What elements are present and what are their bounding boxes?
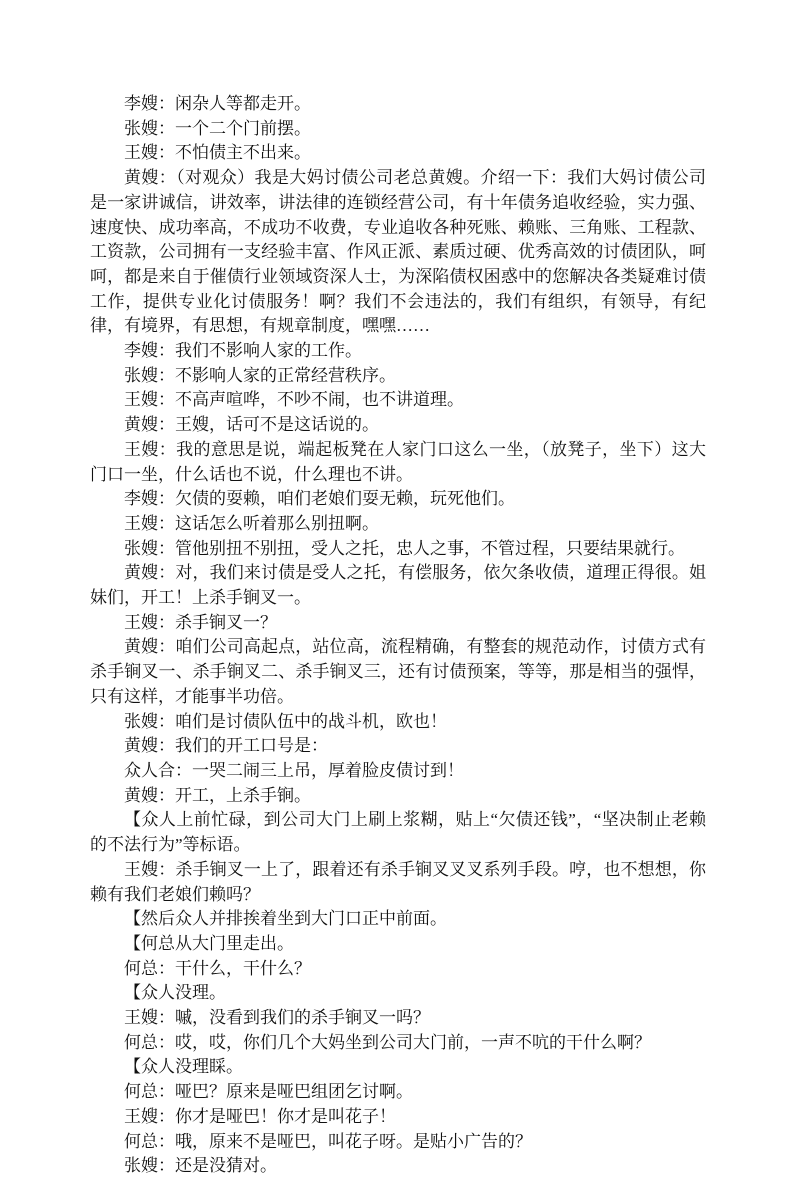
stage-direction-paragraph: 【众人没理睬。 <box>124 1057 243 1077</box>
dialogue-paragraph: 何总：哎，哎，你们几个大妈坐到公司大门前，一声不吭的干什么啊？ <box>124 1032 651 1052</box>
dialogue-paragraph: 黄嫂：对，我们来讨债是受人之托，有偿服务，依欠条收债，道理正得很。姐妹们，开工！上杀手锏叉一。 <box>90 563 706 608</box>
dialogue-paragraph: 王嫂：杀手锏叉一？ <box>124 612 277 632</box>
stage-direction-paragraph: 【众人没理。 <box>124 983 226 1003</box>
dialogue-paragraph: 张嫂：咱们是讨债队伍中的战斗机，欧也！ <box>124 711 447 731</box>
dialogue-paragraph: 黄嫂：王嫂，话可不是这话说的。 <box>124 415 379 435</box>
dialogue-paragraph: 张嫂：不影响人家的正常经营秩序。 <box>124 365 396 385</box>
dialogue-paragraph: 王嫂：这话怎么听着那么别扭啊。 <box>124 513 379 533</box>
stage-direction-paragraph: 【何总从大门里走出。 <box>124 933 294 953</box>
dialogue-paragraph: 王嫂：不怕债主不出来。 <box>124 143 311 163</box>
dialogue-paragraph: 王嫂：不高声喧哗，不吵不闹，也不讲道理。 <box>124 390 464 410</box>
dialogue-paragraph: 黄嫂：（对观众）我是大妈讨债公司老总黄嫂。介绍一下：我们大妈讨债公司是一家讲诚信，讲效率，讲法律的连锁经营公司，有十年债务追收经验，实力强、速度快、成功率高，不成功不收费，专业追收各种死账、赖账、三角账、工程款、工资款，公司拥有一支经验丰富、作风正派、素质过硬、优秀高效的讨债团队，呵呵，都是来自于催债行业领域资深人士，为深陷债权困惑中的您解决各类疑难讨债工作，提供专业化讨债服务！啊？我们不会违法的，我们有组织，有领导，有纪律，有境界，有思想，有规章制度，嘿嘿…… <box>90 168 706 336</box>
dialogue-paragraph: 黄嫂：开工，上杀手锏。 <box>124 785 311 805</box>
dialogue-paragraph: 何总：哑巴？原来是哑巴组团乞讨啊。 <box>124 1082 413 1102</box>
dialogue-paragraph: 何总：干什么，干什么？ <box>124 958 311 978</box>
dialogue-paragraph: 李嫂：闲杂人等都走开。 <box>124 94 311 113</box>
dialogue-paragraph: 众人合：一哭二闹三上吊，厚着脸皮债讨到！ <box>124 760 464 780</box>
dialogue-paragraph: 张嫂：一个二个门前摆。 <box>124 118 311 138</box>
dialogue-paragraph: 王嫂：杀手锏叉一上了，跟着还有杀手锏叉叉叉系列手段。哼，也不想想，你赖有我们老娘们赖吗？ <box>90 859 706 904</box>
dialogue-paragraph: 王嫂：嘁，没看到我们的杀手锏叉一吗？ <box>124 1008 430 1028</box>
stage-direction-paragraph: 【然后众人并排挨着坐到大门口正中前面。 <box>124 909 447 929</box>
dialogue-paragraph: 李嫂：欠债的耍赖，咱们老娘们耍无赖，玩死他们。 <box>124 489 515 509</box>
dialogue-paragraph: 李嫂：我们不影响人家的工作。 <box>124 341 362 361</box>
dialogue-paragraph: 张嫂：管他别扭不别扭，受人之托，忠人之事，不管过程，只要结果就行。 <box>124 538 685 558</box>
dialogue-paragraph: 黄嫂：咱们公司高起点，站位高，流程精确，有整套的规范动作，讨债方式有杀手锏叉一、杀手锏叉二、杀手锏叉三，还有讨债预案，等等，那是相当的强悍，只有这样，才能事半功倍。 <box>90 637 706 706</box>
stage-direction-paragraph: 【众人上前忙碌，到公司大门上刷上浆糊，贴上“欠债还钱”，“坚决制止老赖的不法行为”等标语。 <box>90 810 706 855</box>
dialogue-paragraph: 王嫂：你才是哑巴！你才是叫花子！ <box>124 1106 396 1126</box>
script-body <box>90 92 706 1179</box>
dialogue-paragraph: 张嫂：还是没猜对。 <box>124 1156 277 1176</box>
dialogue-paragraph: 王嫂：我的意思是说，端起板凳在人家门口这么一坐，（放凳子，坐下）这大门口一坐，什么话也不说，什么理也不讲。 <box>90 439 706 484</box>
dialogue-paragraph: 黄嫂：我们的开工口号是： <box>124 736 328 756</box>
dialogue-paragraph: 何总：哦，原来不是哑巴，叫花子呀。是贴小广告的？ <box>124 1131 532 1151</box>
